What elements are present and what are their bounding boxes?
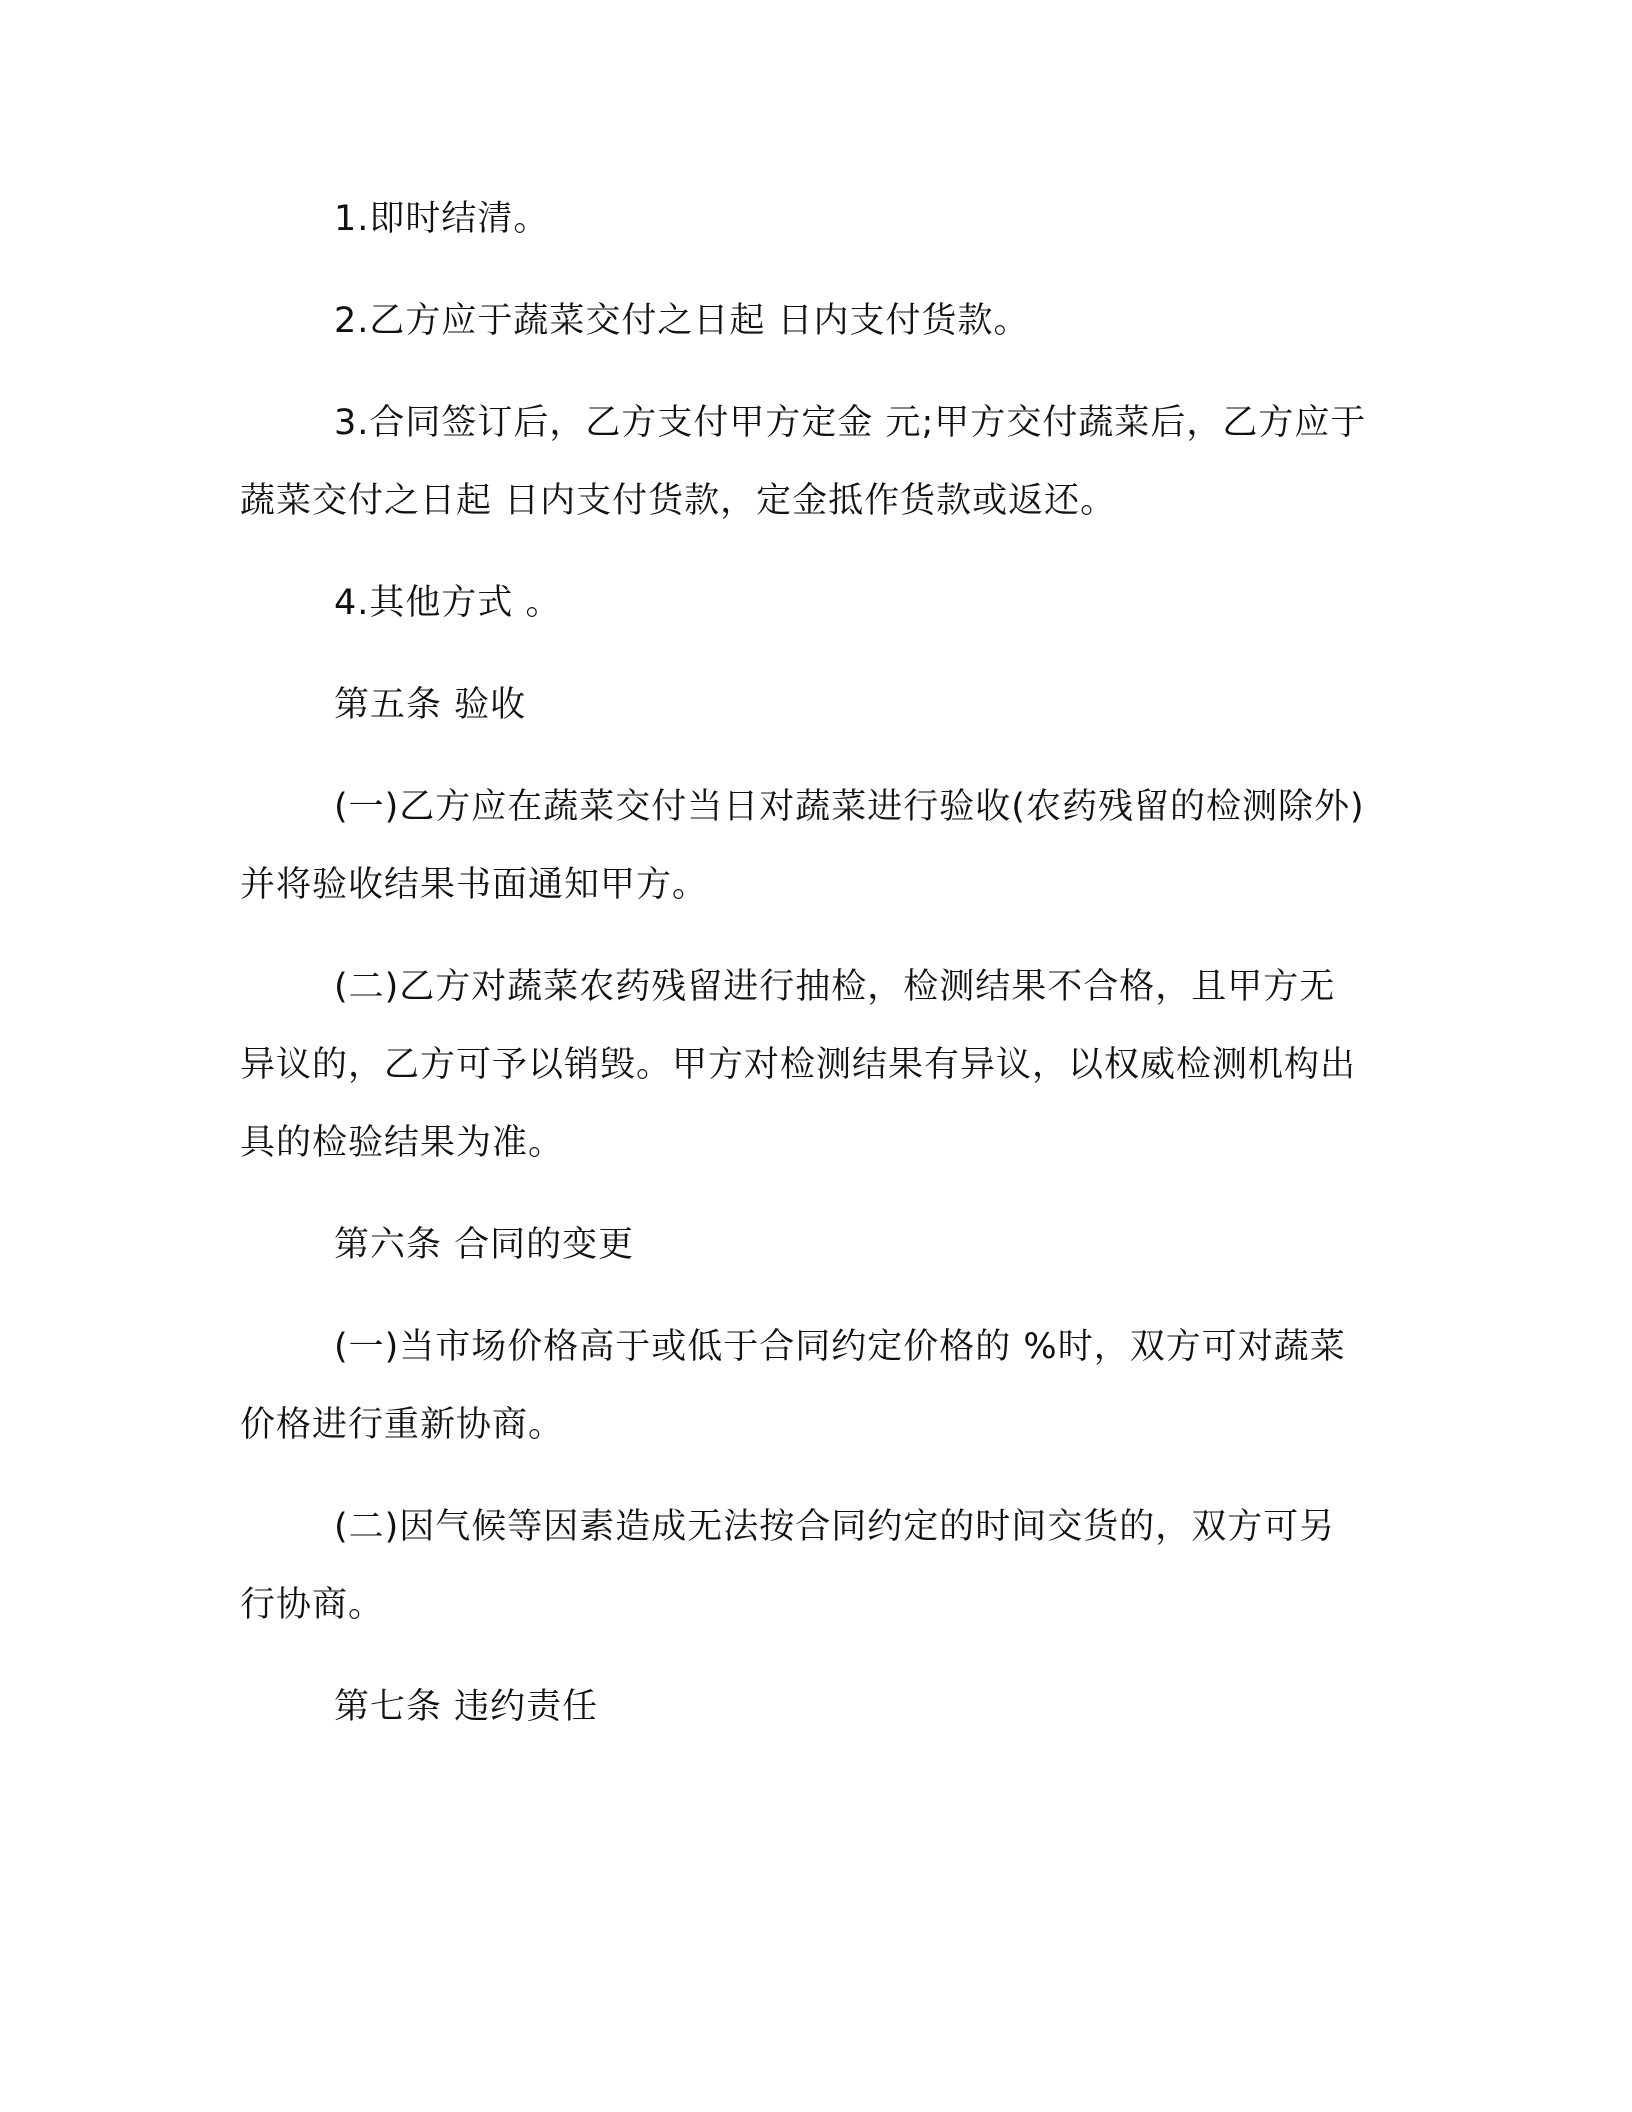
article-5-clause-1: (一)乙方应在蔬菜交付当日对蔬菜进行验收(农药残留的检测除外)并将验收结果书面通知甲方。 bbox=[240, 787, 1365, 905]
article-7-heading: 第七条 违约责任 bbox=[334, 1687, 599, 1727]
payment-option-3: 3.合同签订后，乙方支付甲方定金 元;甲方交付蔬菜后，乙方应于蔬菜交付之日起 日内支付货款，定金抵作货款或返还。 bbox=[240, 403, 1367, 521]
payment-option-1: 1.即时结清。 bbox=[334, 199, 550, 239]
article-6-clause-2: (二)因气候等因素造成无法按合同约定的时间交货的，双方可另行协商。 bbox=[240, 1507, 1336, 1625]
article-5-clause-2: (二)乙方对蔬菜农药残留进行抽检，检测结果不合格，且甲方无异议的，乙方可予以销毁。甲方对检测结果有异议，以权威检测机构出具的检验结果为准。 bbox=[240, 967, 1357, 1163]
payment-option-4: 4.其他方式 。 bbox=[334, 583, 562, 623]
article-6-clause-1: (一)当市场价格高于或低于合同约定价格的 %时，双方可对蔬菜价格进行重新协商。 bbox=[240, 1327, 1346, 1445]
document-body bbox=[240, 180, 1370, 1746]
payment-option-2: 2.乙方应于蔬菜交付之日起 日内支付货款。 bbox=[334, 301, 1030, 341]
article-6-heading: 第六条 合同的变更 bbox=[334, 1225, 635, 1265]
article-5-heading: 第五条 验收 bbox=[334, 685, 527, 725]
